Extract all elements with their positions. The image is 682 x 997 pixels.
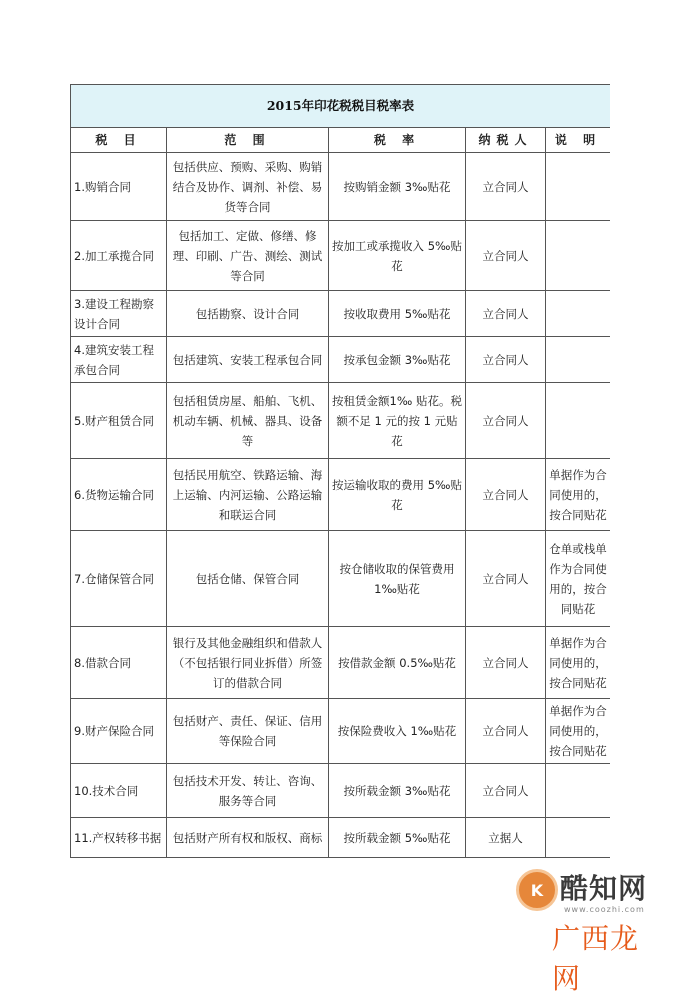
tax-item-cell: 1.购销合同 bbox=[71, 153, 167, 221]
table-title: 2015年印花税税目税率表 bbox=[71, 85, 611, 128]
watermark-city-text: 广西龙网 bbox=[552, 922, 640, 995]
rate-cell: 按收取费用 5‰贴花 bbox=[329, 291, 466, 337]
note-cell: 仓单或栈单作为合同使用的，按合同贴花 bbox=[546, 531, 611, 627]
scope-cell: 包括建筑、安装工程承包合同 bbox=[167, 337, 329, 383]
tax-item-cell: 6.货物运输合同 bbox=[71, 459, 167, 531]
table-row bbox=[71, 531, 611, 627]
scope-cell: 包括供应、预购、采购、购销结合及协作、调剂、补偿、易货等合同 bbox=[167, 153, 329, 221]
scope-cell: 包括租赁房屋、船舶、飞机、机动车辆、机械、器具、设备等 bbox=[167, 383, 329, 459]
table-row bbox=[71, 153, 611, 221]
site-watermark bbox=[512, 865, 662, 995]
scope-cell: 包括财产、责任、保证、信用等保险合同 bbox=[167, 699, 329, 764]
scope-cell: 包括民用航空、铁路运输、海上运输、内河运输、公路运输和联运合同 bbox=[167, 459, 329, 531]
tax-item-cell: 4.建筑安装工程承包合同 bbox=[71, 337, 167, 383]
table-row bbox=[71, 337, 611, 383]
scope-cell: 包括仓储、保管合同 bbox=[167, 531, 329, 627]
coozhi-logo-icon: K bbox=[516, 869, 558, 911]
taxpayer-cell: 立合同人 bbox=[466, 531, 546, 627]
table-row bbox=[71, 699, 611, 764]
table-header-row bbox=[71, 128, 611, 153]
note-cell bbox=[546, 818, 611, 858]
taxpayer-cell: 立合同人 bbox=[466, 699, 546, 764]
note-cell bbox=[546, 153, 611, 221]
rate-cell: 按借款金额 0.5‰贴花 bbox=[329, 627, 466, 699]
watermark-url: www.coozhi.com bbox=[564, 905, 645, 914]
rate-cell: 按所载金额 3‰贴花 bbox=[329, 764, 466, 818]
scope-cell: 包括加工、定做、修缮、修理、印刷、广告、测绘、测试等合同 bbox=[167, 221, 329, 291]
rate-cell: 按加工或承揽收入 5‰贴花 bbox=[329, 221, 466, 291]
scope-cell: 银行及其他金融组织和借款人（不包括银行同业拆借）所签订的借款合同 bbox=[167, 627, 329, 699]
tax-item-cell: 3.建设工程勘察设计合同 bbox=[71, 291, 167, 337]
taxpayer-cell: 立合同人 bbox=[466, 383, 546, 459]
tax-item-cell: 8.借款合同 bbox=[71, 627, 167, 699]
taxpayer-cell: 立合同人 bbox=[466, 337, 546, 383]
note-cell: 单据作为合同使用的，按合同贴花 bbox=[546, 627, 611, 699]
table-row bbox=[71, 459, 611, 531]
tax-item-cell: 11.产权转移书据 bbox=[71, 818, 167, 858]
taxpayer-cell: 立合同人 bbox=[466, 627, 546, 699]
tax-item-cell: 10.技术合同 bbox=[71, 764, 167, 818]
rate-cell: 按保险费收入 1‰贴花 bbox=[329, 699, 466, 764]
table-row bbox=[71, 291, 611, 337]
table-row bbox=[71, 221, 611, 291]
scope-cell: 包括勘察、设计合同 bbox=[167, 291, 329, 337]
rate-cell: 按承包金额 3‰贴花 bbox=[329, 337, 466, 383]
rate-cell: 按所载金额 5‰贴花 bbox=[329, 818, 466, 858]
tax-item-cell: 9.财产保险合同 bbox=[71, 699, 167, 764]
header-taxpayer: 纳税人 bbox=[466, 128, 546, 153]
taxpayer-cell: 立据人 bbox=[466, 818, 546, 858]
rate-cell: 按仓储收取的保管费用 1‰贴花 bbox=[329, 531, 466, 627]
tax-rate-table bbox=[70, 84, 610, 858]
note-cell: 单据作为合同使用的，按合同贴花 bbox=[546, 699, 611, 764]
rate-cell: 按租赁金额1‰ 贴花。税额不足 1 元的按 1 元贴花 bbox=[329, 383, 466, 459]
table-row bbox=[71, 383, 611, 459]
note-cell bbox=[546, 383, 611, 459]
taxpayer-cell: 立合同人 bbox=[466, 221, 546, 291]
rate-cell: 按购销金额 3‰贴花 bbox=[329, 153, 466, 221]
tax-item-cell: 7.仓储保管合同 bbox=[71, 531, 167, 627]
tax-rate-document bbox=[70, 84, 610, 880]
header-scope: 范 围 bbox=[167, 128, 329, 153]
scope-cell: 包括财产所有权和版权、商标 bbox=[167, 818, 329, 858]
note-cell bbox=[546, 337, 611, 383]
table-title-row bbox=[71, 85, 611, 128]
header-tax-item: 税 目 bbox=[71, 128, 167, 153]
watermark-site-name: 酷知网 bbox=[560, 872, 648, 905]
tax-item-cell: 2.加工承揽合同 bbox=[71, 221, 167, 291]
taxpayer-cell: 立合同人 bbox=[466, 153, 546, 221]
taxpayer-cell: 立合同人 bbox=[466, 459, 546, 531]
rate-cell: 按运输收取的费用 5‰贴花 bbox=[329, 459, 466, 531]
table-row bbox=[71, 818, 611, 858]
taxpayer-cell: 立合同人 bbox=[466, 764, 546, 818]
note-cell bbox=[546, 764, 611, 818]
table-row bbox=[71, 627, 611, 699]
tax-item-cell: 5.财产租赁合同 bbox=[71, 383, 167, 459]
header-rate: 税 率 bbox=[329, 128, 466, 153]
note-cell bbox=[546, 291, 611, 337]
note-cell: 单据作为合同使用的，按合同贴花 bbox=[546, 459, 611, 531]
scope-cell: 包括技术开发、转让、咨询、服务等合同 bbox=[167, 764, 329, 818]
header-note: 说 明 bbox=[546, 128, 611, 153]
note-cell bbox=[546, 221, 611, 291]
table-row bbox=[71, 764, 611, 818]
taxpayer-cell: 立合同人 bbox=[466, 291, 546, 337]
